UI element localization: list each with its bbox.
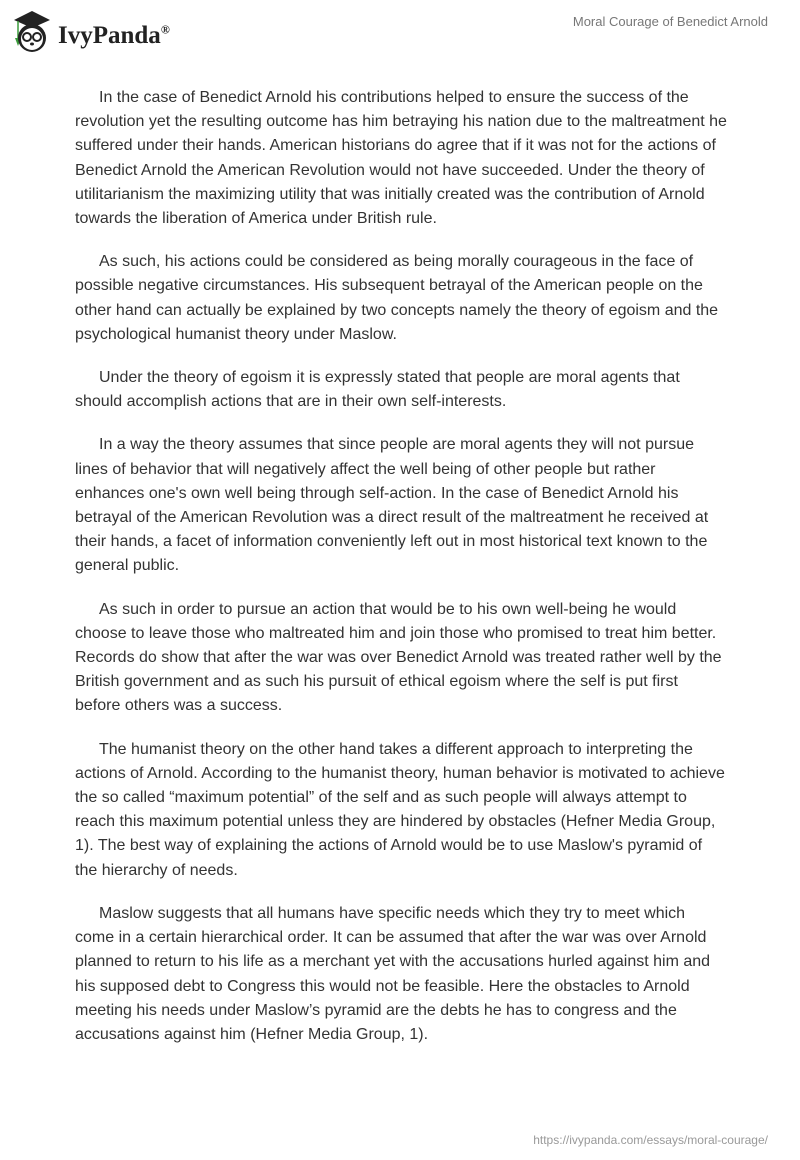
- paragraph: In the case of Benedict Arnold his contributions helped to ensure the success of the revolution yet the resulting outcome has him betraying his nation due to the maltreatment he suffered under their hands. American historians do agree that if it was not for the actions of Benedict Arnold the American Revolution would not have succeeded. Under the theory of utilitarianism the maximizing utility that was initially created was the contribution of Arnold towards the liberation of America under British rule.: [75, 89, 727, 228]
- essay-body: [75, 86, 727, 1066]
- paragraph: Maslow suggests that all humans have specific needs which they try to meet which come in a certain hierarchical order. It can be assumed that after the war was over Arnold planned to return to his life as a merchant yet with the accusations hurled against him and his supposed debt to Congress this would not be feasible. Here the obstacles to Arnold meeting his needs under Maslow’s pyramid are the debts he has to congress and the accusations against him (Hefner Media Group, 1).: [75, 904, 711, 1043]
- source-url-link[interactable]: https://ivypanda.com/essays/moral-courage/: [533, 1133, 768, 1147]
- paragraph: The humanist theory on the other hand takes a different approach to interpreting the actions of Arnold. According to the humanist theory, human behavior is motivated to achieve the so called “maximum potential” of the self and as such people will always attempt to reach this maximum potential unless they are hindered by obstacles (Hefner Media Group, 1). The best way of explaining the actions of Arnold would be to use Maslow's pyramid of the hierarchy of needs.: [75, 740, 725, 879]
- paragraph: As such, his actions could be considered as being morally courageous in the face of possible negative circumstances. His subsequent betrayal of the American people on the other hand can actually be explained by two concepts namely the theory of egoism and the psychological humanist theory under Maslow.: [75, 253, 719, 343]
- paragraph: Under the theory of egoism it is expressly stated that people are moral agents that should accomplish actions that are in their own self-interests.: [75, 369, 680, 411]
- brand-name: IvyPanda®: [58, 22, 170, 49]
- paragraph: As such in order to pursue an action that would be to his own well-being he would choose to leave those who maltreated him and join those who promised to treat him better. Records do show that after the war was over Benedict Arnold was treated rather well by the British government and as such his pursuit of ethical egoism where the self is put first before others was a success.: [75, 600, 722, 715]
- ivypanda-logo[interactable]: [12, 8, 170, 56]
- paragraph: In a way the theory assumes that since people are moral agents they will not pursue lines of behavior that will negatively affect the well being of other people but rather enhances one's own well being through self-action. In the case of Benedict Arnold his betrayal of the American Revolution was a direct result of the maltreatment he received at their hands, a facet of information conveniently left out in most historical text known to the general public.: [75, 436, 709, 575]
- panda-graduate-icon: [12, 8, 52, 56]
- document-title: Moral Courage of Benedict Arnold: [572, 14, 768, 29]
